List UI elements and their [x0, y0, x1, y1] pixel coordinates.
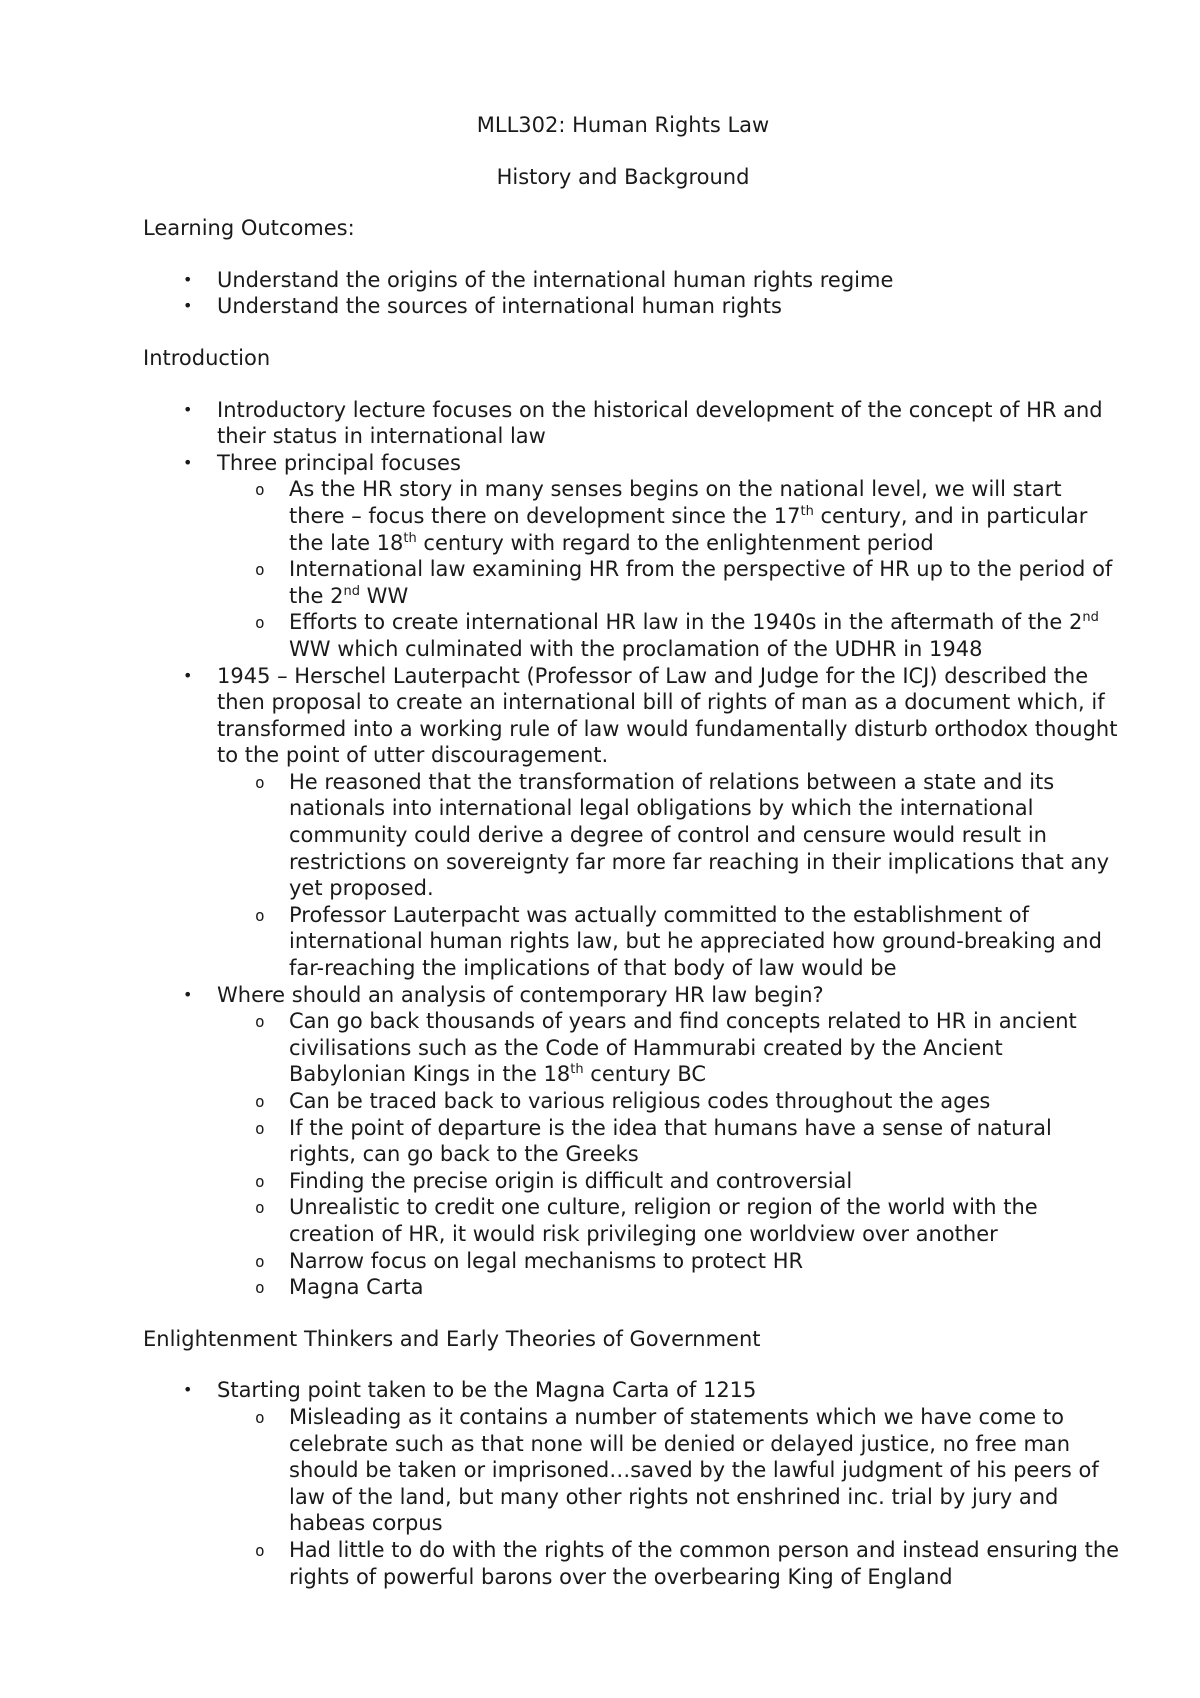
- sub-list-item: [217, 1537, 1123, 1590]
- bullet-icon: •: [183, 984, 193, 1004]
- bullet-icon: •: [183, 665, 193, 685]
- list-item-text: Where should an analysis of contemporary HR law begin?: [217, 982, 824, 1007]
- circle-bullet-icon: o: [255, 905, 265, 925]
- circle-bullet-icon: o: [255, 560, 265, 580]
- bullet-icon: •: [183, 399, 193, 419]
- sub-list-item: [217, 1248, 1123, 1275]
- introduction-heading: Introduction: [143, 345, 271, 370]
- circle-bullet-icon: o: [255, 613, 265, 633]
- sub-list: [217, 769, 1123, 982]
- document-body: [143, 112, 1123, 1590]
- sub-list-item: [217, 1088, 1123, 1115]
- sub-list: [217, 1008, 1123, 1301]
- sub-list: [217, 1404, 1123, 1590]
- sub-list: [217, 476, 1123, 662]
- sub-list-item: [217, 556, 1123, 609]
- sub-item-text: Unrealistic to credit one culture, religion or region of the world with the creation of HR, it would risk privileging one worldview over another: [289, 1195, 1038, 1246]
- list-item: [143, 397, 1123, 450]
- list-item: [143, 293, 1123, 320]
- circle-bullet-icon: o: [255, 1407, 265, 1427]
- sub-item-text: As the HR story in many senses begins on the national level, we will start there – focus there on development since the 17th century, and in particular the late 18th century with regard to the enlightenment period: [289, 477, 1088, 555]
- list-item-text: Starting point taken to be the Magna Carta of 1215: [217, 1378, 757, 1403]
- enlightenment-list: [143, 1377, 1123, 1590]
- sub-item-text: Narrow focus on legal mechanisms to protect HR: [289, 1248, 804, 1273]
- introduction-list: [143, 397, 1123, 1301]
- circle-bullet-icon: o: [255, 772, 265, 792]
- circle-bullet-icon: o: [255, 1092, 265, 1111]
- sub-item-text: Professor Lauterpacht was actually committed to the establishment of international human rights law, but he appreciated how ground-breaking and far-reaching the implications of that body of law would be: [289, 902, 1102, 981]
- list-item-text: 1945 – Herschel Lauterpacht (Professor of Law and Judge for the ICJ) described the then proposal to create an international bill of rights of man as a document which, if transformed into a working rule of law would fundamentally disturb orthodox thought to the point of utter discouragement.: [217, 663, 1118, 768]
- circle-bullet-icon: o: [255, 1278, 265, 1298]
- sub-list-item: [217, 609, 1123, 662]
- sub-list-item: [217, 1274, 1123, 1301]
- sub-list-item: [217, 1194, 1123, 1247]
- list-item: [143, 982, 1123, 1301]
- list-item-text: Understand the origins of the international human rights regime: [217, 267, 894, 292]
- circle-bullet-icon: o: [255, 1118, 265, 1138]
- sub-list-item: [217, 902, 1123, 982]
- circle-bullet-icon: o: [255, 480, 265, 500]
- list-item: [143, 1377, 1123, 1590]
- bullet-icon: •: [183, 296, 193, 316]
- bullet-icon: •: [183, 452, 193, 472]
- sub-item-text: Magna Carta: [289, 1275, 424, 1300]
- list-item: [143, 450, 1123, 663]
- bullet-icon: •: [183, 269, 193, 289]
- sub-list-item: [217, 1168, 1123, 1195]
- document-title: MLL302: Human Rights Law: [476, 113, 770, 137]
- bullet-icon: •: [183, 1380, 193, 1400]
- circle-bullet-icon: o: [255, 1251, 265, 1271]
- sub-item-text: Finding the precise origin is difficult and controversial: [289, 1168, 853, 1193]
- list-item: [143, 663, 1123, 982]
- sub-item-text: International law examining HR from the perspective of HR up to the period of the 2nd WW: [289, 557, 1113, 608]
- list-item-text: Understand the sources of international human rights: [217, 294, 782, 319]
- sub-list-item: [217, 476, 1123, 556]
- circle-bullet-icon: o: [255, 1171, 265, 1191]
- circle-bullet-icon: o: [255, 1540, 265, 1560]
- sub-list-item: [217, 1008, 1123, 1088]
- list-item-text: Introductory lecture focuses on the historical development of the concept of HR and their status in international law: [217, 397, 1103, 449]
- sub-item-text: If the point of departure is the idea that humans have a sense of natural rights, can go back to the Greeks: [289, 1115, 1052, 1167]
- sub-list-item: [217, 1115, 1123, 1168]
- sub-item-text: Can be traced back to various religious codes throughout the ages: [289, 1089, 991, 1113]
- sub-item-text: Can go back thousands of years and find concepts related to HR in ancient civilisations such as the Code of Hammurabi created by the Ancient Babylonian Kings in the 18th century BC: [289, 1009, 1077, 1087]
- list-item: [143, 267, 1123, 294]
- sub-list-item: [217, 1404, 1123, 1537]
- document-subtitle: History and Background: [496, 164, 750, 189]
- list-item-text: Three principal focuses: [217, 450, 461, 475]
- circle-bullet-icon: o: [255, 1012, 265, 1032]
- enlightenment-heading: Enlightenment Thinkers and Early Theories of Government: [143, 1326, 761, 1351]
- sub-item-text: Misleading as it contains a number of statements which we have come to celebrate such as that none will be denied or delayed justice, no free man should be taken or imprisoned…saved by the lawful judgment of his peers of law of the land, but many other rights not enshrined inc. trial by jury and habeas corpus: [289, 1404, 1099, 1536]
- sub-list-item: [217, 769, 1123, 902]
- sub-item-text: Efforts to create international HR law in the 1940s in the aftermath of the 2nd WW which culminated with the proclamation of the UDHR in 1948: [289, 610, 1099, 661]
- circle-bullet-icon: o: [255, 1198, 265, 1218]
- sub-item-text: He reasoned that the transformation of relations between a state and its nationals into international legal obligations by which the international community could derive a degree of control and censure would result in restrictions on sovereignty far more far reaching in their implications that any yet proposed.: [289, 769, 1110, 901]
- learning-outcomes-list: [143, 267, 1123, 320]
- learning-outcomes-heading: Learning Outcomes:: [143, 216, 355, 241]
- sub-item-text: Had little to do with the rights of the common person and instead ensuring the rights of powerful barons over the overbearing King of England: [289, 1537, 1120, 1589]
